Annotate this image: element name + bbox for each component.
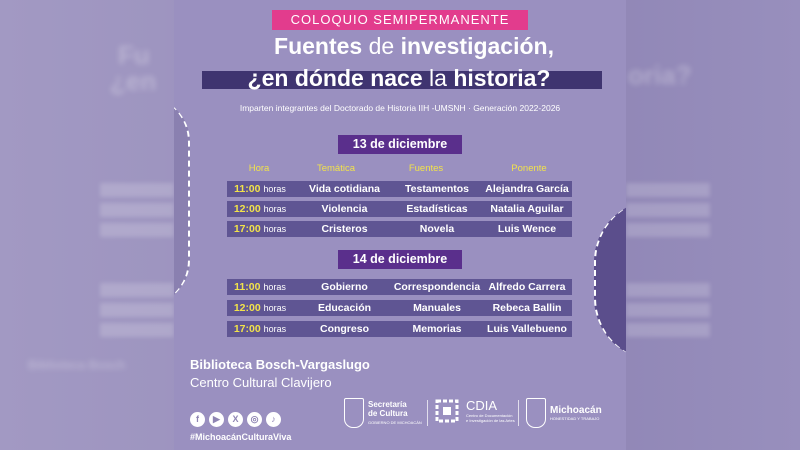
cdia-logo: CDIA Centro de Documentación e Investigación de las Artes [466,398,515,423]
date-heading-day-1: 13 de diciembre [338,135,462,154]
ghost-title-left: Fu [118,40,150,70]
youtube-icon[interactable]: ▶ [209,412,224,427]
date-heading-day-2: 14 de diciembre [338,250,462,269]
header-sources: Fuentes [408,163,444,174]
header-speaker: Ponente [511,163,547,174]
schedule-row: 12:00 horas Violencia Estadísticas Natalia Aguilar [227,201,572,217]
ghost-row [100,203,174,217]
secretaria-shield-icon [344,398,364,428]
logo-divider [427,400,428,426]
schedule-row: 17:00 horas Cristeros Novela Luis Wence [227,221,572,237]
event-tag: COLOQUIO SEMIPERMANENTE [272,10,528,30]
title-line-1: Fuentes de investigación, [274,33,554,59]
ghost-title-left-2: ¿en [110,66,157,96]
decorative-blob-left [174,96,190,306]
ghost-venue: Biblioteca Bosch [28,358,126,372]
ghost-title-right: oria? [628,60,692,90]
event-poster [174,0,626,450]
secretaria-cultura-logo: Secretaría de Cultura GOBIERNO DE MICHOACÁN [368,400,422,425]
facebook-icon[interactable]: f [190,412,205,427]
x-icon[interactable]: X [228,412,243,427]
header-theme: Temática [316,163,355,174]
subtitle: Imparten integrantes del Doctorado de Historia IIH -UMSNH · Generación 2022-2026 [239,103,561,113]
schedule-row: 11:00 horas Vida cotidiana Testamentos Alejandra García [227,181,572,197]
ghost-row [100,283,174,297]
schedule-row: 11:00 horas Gobierno Correspondencia Alfredo Carrera [227,279,572,295]
ghost-row [100,183,174,197]
ghost-row [626,223,710,237]
instagram-icon[interactable]: ◎ [247,412,262,427]
michoacan-logo: Michoacán HONESTIDAD Y TRABAJO [550,405,602,421]
title-line-2: ¿en dónde nace la historia? [194,65,604,93]
ghost-row [626,183,710,197]
logo-divider [518,400,519,426]
schedule-row: 17:00 horas Congreso Memorias Luis Vallebueno [227,321,572,337]
ghost-row [626,203,710,217]
tiktok-icon[interactable]: ♪ [266,412,281,427]
ghost-row [626,303,710,317]
header-hour: Hora [248,163,270,174]
schedule-row: 12:00 horas Educación Manuales Rebeca Ballin [227,300,572,316]
ghost-row [100,323,174,337]
venue-place: Centro Cultural Clavijero [190,375,332,390]
ghost-row [626,323,710,337]
hashtag: #MichoacánCulturaViva [190,432,292,442]
ghost-row [100,303,174,317]
venue-name: Biblioteca Bosch-Vargaslugo [190,357,370,372]
michoacan-shield-icon [526,398,546,428]
decorative-blob-right [594,200,626,360]
cdia-emblem-icon [434,398,460,424]
ghost-row [100,223,174,237]
ghost-row [626,283,710,297]
